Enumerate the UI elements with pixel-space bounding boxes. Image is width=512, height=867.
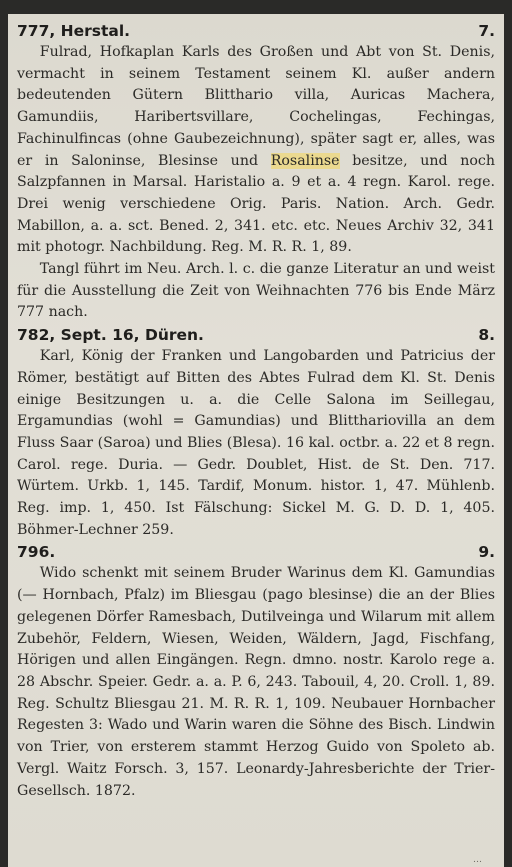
document-page	[8, 14, 504, 867]
entry-paragraph: Wido schenkt mit seinem Bruder Warinus dem Kl. Gamundias (— Hornbach, Pfalz) im Bliesgau (pago blesinse) die an der Blies gelegenen Dörfer Ramesbach, Dutilveinga und Wilarum mit allem Zubehör, Feldern, Wiesen, Weiden, Wäldern, Jagd, Fischfang, Hörigen und allen Eingängen. Regn. dmno. nostr. Karolo rege a. 28 Abschr. Speier. Gedr. a. a. P. 6, 243. Tabouil, 4, 20. Croll. 1, 89. Reg. Schultz Bliesgau 21. M. R. R. 1, 109. Neubauer Hornbacher Regesten 3: Wado und Warin waren die Söhne des Bisch. Lindwin von Trier, von ersterem stammt Herzog Guido von Spoleto ab. Vergl. Waitz Forsch. 3, 157. Leonardy-Jahresberichte der Trier-Gesellsch. 1872.	[17, 565, 495, 799]
entry-number: 7.	[478, 22, 495, 40]
entry-number: 9.	[478, 543, 495, 562]
entry-782	[17, 324, 495, 541]
entry-paragraph	[17, 42, 495, 259]
entry-header	[17, 541, 495, 563]
entry-paragraph: Karl, König der Franken und Langobarden und Patricius der Römer, bestätigt auf Bitten des Abtes Fulrad dem Kl. St. Denis einige Besitzungen u. a. die Celle Salona im Seillegau, Ergamundias (wohl = Gamundias) und Blitthariovilla an dem Fluss Saar (Saroa) und Blies (Blesa). 16 kal. octbr. a. 22 et 8 regn. Carol. rege. Duria. — Gedr. Doublet, Hist. de St. Den. 717. Würtem. Urkb. 1, 145. Tardif, Monum. histor. 1, 47. Mühlenb. Reg. imp. 1, 450. Ist Fälschung: Sickel M. G. D. D. 1, 405. Böhmer-Lechner 259.	[17, 348, 495, 538]
paragraph-text: Fulrad, Hofkaplan Karls des Großen und Abt von St. Denis, vermacht in seinem Testament seinem Kl. außer andern bedeutenden Gütern Blitthario villa, Auricas Machera, Gamundiis, Haribertsvillare, Cochelingas, Fechingas, Fachinulfincas (ohne Gaubezeichnung), später sagt er, alles, was er in Saloninse, Blesinse und	[17, 44, 495, 169]
entry-796	[17, 541, 495, 802]
paragraph-text: besitze, und noch Salzpfannen in Marsal. Haristalio a. 9 et a. 4 regn. Karol. rege. Drei wenig verschiedene Orig. Paris. Nation. Arch. Gedr. Mabillon, a. a. sct. Bened. 2, 341. etc. etc. Neues Archiv 32, 341 mit photogr. Nachbildung. Reg. M. R. R. 1, 89.	[17, 152, 495, 256]
entry-777	[17, 20, 495, 324]
entry-header	[17, 324, 495, 346]
entry-heading: 796.	[17, 543, 56, 562]
highlighted-word: Rosalinse	[270, 152, 340, 169]
entry-heading: 777, Herstal.	[17, 22, 131, 40]
footer-fragment: …	[473, 855, 482, 865]
entry-heading: 782, Sept. 16, Düren.	[17, 326, 204, 345]
entry-number: 8.	[478, 326, 495, 345]
entry-paragraph: Tangl führt im Neu. Arch. l. c. die ganze Literatur an und weist für die Ausstellung die Zeit von Weihnachten 776 bis Ende März 777 nach.	[17, 261, 495, 321]
entry-header	[17, 20, 495, 42]
